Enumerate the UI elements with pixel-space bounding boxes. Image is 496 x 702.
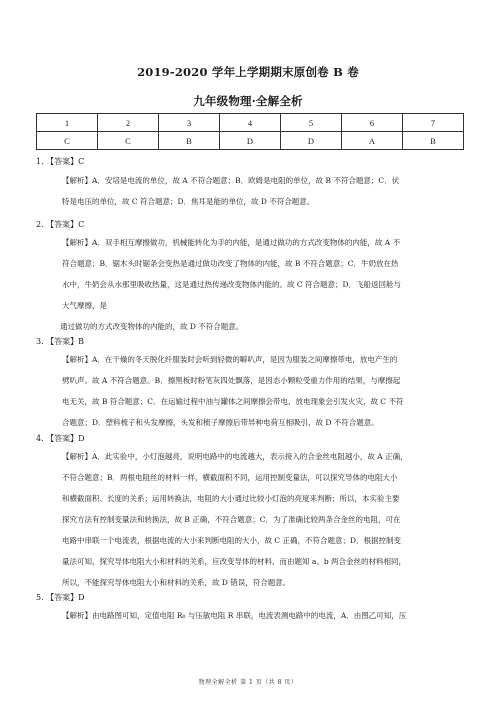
explanation-line: 电无关，故 B 符合题意；C．在运输过程中油与罐体之间摩擦会带电，放电现象会引发火灾，故 C 不符: [62, 397, 404, 406]
document-title: 2019-2020 学年上学期期末原创卷 B 卷: [137, 65, 359, 79]
document-subtitle: 九年级物理·全解全析: [193, 94, 303, 108]
explanation-line: 和横截面积、长度的关系；运用转换法，电阻的大小通过比较小灯泡的亮度来判断；所以，本实验主要: [62, 494, 400, 503]
explanation-line: 水中，牛奶会从水那里吸收热量，这是通过热传递改变物体内能的。故 C 符合题意；D．飞船返回舱与: [62, 280, 402, 289]
explanation-line: 通过做功的方式改变物体的内能的，故 D 不符合题意。: [60, 322, 244, 331]
question-5-explanation: [62, 605, 462, 626]
answer-table-answer-row: [37, 132, 464, 150]
explanation-line: 劈叭声。故 A 不符合题意。B．擦黑板时粉笔灰四处飘落，是因态小颗粒受重力作用的结果，与摩擦起: [62, 376, 401, 385]
explanation-line: 所以，不能探究导体电阻大小和材料的关系，故 D 错误，符合题意。: [62, 578, 291, 587]
explanation-line: 不符合题意；B．两根电阻丝的材料一样，横截面积不同，运用控制变量法，可以探究导体的电阻大小: [62, 473, 398, 482]
question-number-cell: 3: [158, 114, 219, 132]
explanation-line: 符合题意；B．锯木头时锯条会变热是通过做功改变了物体的内能，故 B 不符合题意；C．牛奶放在热: [62, 259, 399, 268]
answer-cell: C: [37, 132, 98, 150]
question-2-explanation: [62, 232, 462, 337]
question-number-cell: 1: [37, 114, 98, 132]
question-1-answer: 1. 【答案】C: [36, 157, 85, 166]
question-number-cell: 7: [402, 114, 463, 132]
explanation-line: 【解析】A．双手相互摩擦做功，机械能转化为手的内能，是通过做功的方式改变物体的内能，故 A 不: [62, 238, 401, 247]
question-3-answer: 3. 【答案】B: [36, 337, 85, 346]
answer-table: [36, 113, 464, 150]
answer-cell: D: [219, 132, 280, 150]
answer-cell: D: [280, 132, 341, 150]
explanation-line: 特是电压的单位，故 C 符合题意；D．焦耳是能的单位，故 D 不符合题意。: [62, 197, 315, 206]
explanation-line: 【解析】A．此实验中，小灯泡越亮，说明电路中的电流越大，表示接入的合金丝电阻越小，故 A 正确，: [62, 452, 408, 461]
explanation-line: 【解析】由电路图可知，定值电阻 R₀ 与压敏电阻 R 串联，电流表测电路中的电流，A．由图乙可知，压: [62, 611, 407, 620]
question-4-answer: 4. 【答案】D: [36, 434, 85, 443]
explanation-line: 合题意；D．塑料梳子和头发摩擦，头发和梳子摩擦后带异种电荷互相吸引，故 D 不符合题意。: [62, 418, 379, 427]
question-number-cell: 5: [280, 114, 341, 132]
explanation-line: 电路中串联一个电流表，根据电流的大小来判断电阻的大小，故 C 正确，不符合题意；D．根据控制变: [62, 536, 402, 545]
question-1-explanation: [62, 170, 462, 212]
question-3-explanation: [62, 349, 462, 433]
question-number-cell: 6: [341, 114, 402, 132]
answer-cell: B: [158, 132, 219, 150]
page-footer: 物理全解全析 第 1 页（共 8 页）: [198, 679, 298, 686]
question-number-cell: 4: [219, 114, 280, 132]
explanation-line: 【解析】A．在干燥的冬天脱化纤服装时会听到轻微的噼叭声，是因为服装之间摩擦带电，放电产生的: [62, 355, 398, 364]
question-number-cell: 2: [97, 114, 158, 132]
answer-cell: B: [402, 132, 463, 150]
explanation-line: 量法可知，探究导体电阻大小和材料的关系，应改变导体的材料，而由题知 a、b 两合金丝的材料相同，: [62, 557, 407, 566]
answer-table-number-row: [37, 114, 464, 132]
explanation-line: 大气摩擦，是: [62, 301, 107, 310]
answer-cell: C: [97, 132, 158, 150]
explanation-line: 【解析】A．安培是电流的单位，故 A 不符合题意；B．欧姆是电阻的单位，故 B 不符合题意；C．伏: [62, 176, 400, 185]
question-4-explanation: [62, 446, 462, 593]
answer-cell: A: [341, 132, 402, 150]
question-2-answer: 2. 【答案】C: [36, 220, 85, 229]
question-5-answer: 5. 【答案】D: [36, 593, 85, 602]
explanation-line: 探究方法有控制变量法和转换法，故 B 正确，不符合题意；C．为了准确比较两条合金丝的电阻，可在: [62, 515, 401, 524]
